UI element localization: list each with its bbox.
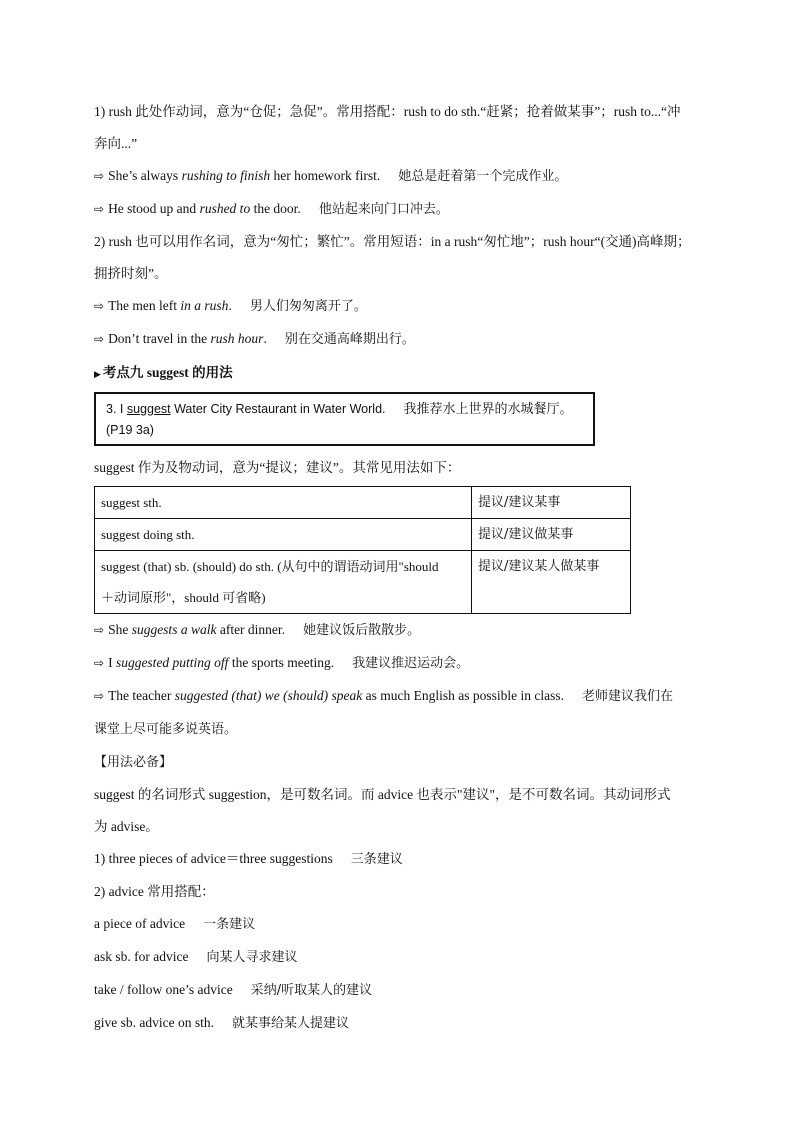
usage-table [94, 486, 631, 614]
example-text: She [108, 622, 132, 637]
example-line [94, 614, 706, 647]
rush-item-2-cont [94, 258, 706, 290]
table-row [95, 487, 631, 519]
usage-heading [94, 746, 706, 779]
example-emphasis: rush hour [210, 331, 264, 346]
rush-item-2-text: 2) rush 也可以用作名词，意为“匆忙；繁忙”。常用短语：in a rush“匆忙地”；rush hour“(交通)高峰期； [94, 234, 691, 249]
rush-item-1 [94, 96, 706, 128]
table-cell: 提议/建议做某事 [472, 519, 631, 551]
quote-text: 3. I [106, 402, 127, 416]
example-line [94, 680, 706, 713]
arrow-icon: ⇨ [94, 332, 105, 346]
example-emphasis: suggested putting off [115, 655, 229, 670]
rush-item-2-text-2: 拥挤时刻”。 [94, 266, 168, 281]
quote-line [106, 399, 583, 420]
example-text: her homework first. [270, 168, 381, 183]
quote-underlined: suggest [126, 402, 171, 416]
table-cell: 提议/建议某事 [472, 487, 631, 519]
textbook-quote-box [94, 392, 595, 446]
example-text: as much English as possible in class. [362, 688, 564, 703]
suggest-intro-text: suggest 作为及物动词，意为“提议；建议”。其常见用法如下： [94, 460, 461, 475]
usage-item-en: 1) three pieces of advice＝three suggestions [94, 851, 333, 866]
example-text: She’s always [108, 168, 182, 183]
usage-item [94, 908, 706, 941]
usage-item [94, 974, 706, 1007]
usage-heading-text: 【用法必备】 [94, 755, 173, 770]
usage-item-cn: 就某事给某人提建议 [231, 1016, 349, 1031]
usage-paragraph-text: suggest 的名词形式 suggestion，是可数名词。而 advice 也表示"建议"，是不可数名词。其动词形式 [94, 787, 671, 802]
example-translation: 老师建议我们在 [581, 689, 673, 704]
rush-item-1-text-2: 奔向...” [94, 136, 138, 151]
usage-item-cn: 采纳/听取某人的建议 [250, 983, 373, 998]
example-translation: 她建议饭后散散步。 [303, 623, 421, 638]
quote-text: Water City Restaurant in Water World. [170, 402, 386, 416]
usage-item-en: a piece of advice [94, 916, 186, 931]
table-cell-line: ＋动词原形"，should 可省略) [101, 590, 266, 605]
example-line [94, 323, 706, 356]
quote-reference: (P19 3a) [106, 423, 154, 437]
example-emphasis: rushed to [199, 201, 251, 216]
usage-item-en: take / follow one’s advice [94, 982, 233, 997]
usage-item [94, 1007, 706, 1040]
example-line [94, 647, 706, 680]
example-line-cont [94, 713, 706, 746]
triangle-bullet-icon: ▶ [94, 370, 101, 380]
example-translation: 别在交通高峰期出行。 [284, 332, 415, 347]
arrow-icon: ⇨ [94, 656, 105, 670]
table-cell: suggest sth. [95, 487, 472, 519]
usage-item [94, 941, 706, 974]
example-translation: 男人们匆匆离开了。 [249, 299, 367, 314]
example-text: . [263, 331, 267, 346]
suggest-intro [94, 452, 706, 484]
usage-item-cn: 三条建议 [350, 852, 403, 867]
rush-item-2 [94, 226, 706, 258]
example-emphasis: in a rush [180, 298, 229, 313]
example-translation: 她总是赶着第一个完成作业。 [398, 169, 568, 184]
usage-item-text: 2) advice 常用搭配： [94, 884, 215, 899]
example-text: Don’t travel in the [108, 331, 211, 346]
table-row [95, 519, 631, 551]
example-text: the sports meeting. [228, 655, 335, 670]
arrow-icon: ⇨ [94, 689, 105, 703]
document-page [94, 96, 706, 1040]
table-cell-line: suggest (that) sb. (should) do sth. (从句中的谓语动词用"should [101, 559, 439, 574]
example-text: after dinner. [216, 622, 286, 637]
table-row [95, 551, 631, 614]
section-heading-text: 考点九 suggest 的用法 [102, 365, 233, 380]
example-text: He stood up and [108, 201, 200, 216]
rush-item-1-cont [94, 128, 706, 160]
usage-item-en: give sb. advice on sth. [94, 1015, 214, 1030]
usage-item-cn: 向某人寻求建议 [206, 950, 298, 965]
quote-translation: 我推荐水上世界的水城餐厅。 [403, 402, 573, 417]
example-emphasis: rushing to finish [181, 168, 271, 183]
usage-paragraph-cont [94, 811, 706, 843]
usage-item-en: ask sb. for advice [94, 949, 189, 964]
section-heading [94, 358, 706, 390]
table-cell [95, 551, 472, 614]
example-emphasis: suggests a walk [131, 622, 217, 637]
example-line [94, 160, 706, 193]
arrow-icon: ⇨ [94, 169, 105, 183]
usage-item [94, 843, 706, 876]
example-text: . [228, 298, 232, 313]
example-emphasis: suggested (that) we (should) speak [174, 688, 363, 703]
usage-item-cn: 一条建议 [203, 917, 256, 932]
arrow-icon: ⇨ [94, 623, 105, 637]
arrow-icon: ⇨ [94, 299, 105, 313]
arrow-icon: ⇨ [94, 202, 105, 216]
table-cell: suggest doing sth. [95, 519, 472, 551]
usage-item [94, 876, 706, 908]
example-text: the door. [250, 201, 301, 216]
usage-paragraph-text-2: 为 advise。 [94, 819, 159, 834]
example-line [94, 193, 706, 226]
rush-item-1-text: 1) rush 此处作动词，意为“仓促；急促”。常用搭配：rush to do sth.“赶紧；抢着做某事”；rush to...“冲 [94, 104, 681, 119]
example-translation: 他站起来向门口冲去。 [318, 202, 449, 217]
example-text: I [108, 655, 116, 670]
example-text: The men left [108, 298, 181, 313]
usage-paragraph [94, 779, 706, 811]
example-line [94, 290, 706, 323]
table-cell: 提议/建议某人做某事 [472, 551, 631, 614]
example-translation: 我建议推迟运动会。 [352, 656, 470, 671]
example-translation: 课堂上尽可能多说英语。 [94, 722, 238, 737]
example-text: The teacher [108, 688, 175, 703]
